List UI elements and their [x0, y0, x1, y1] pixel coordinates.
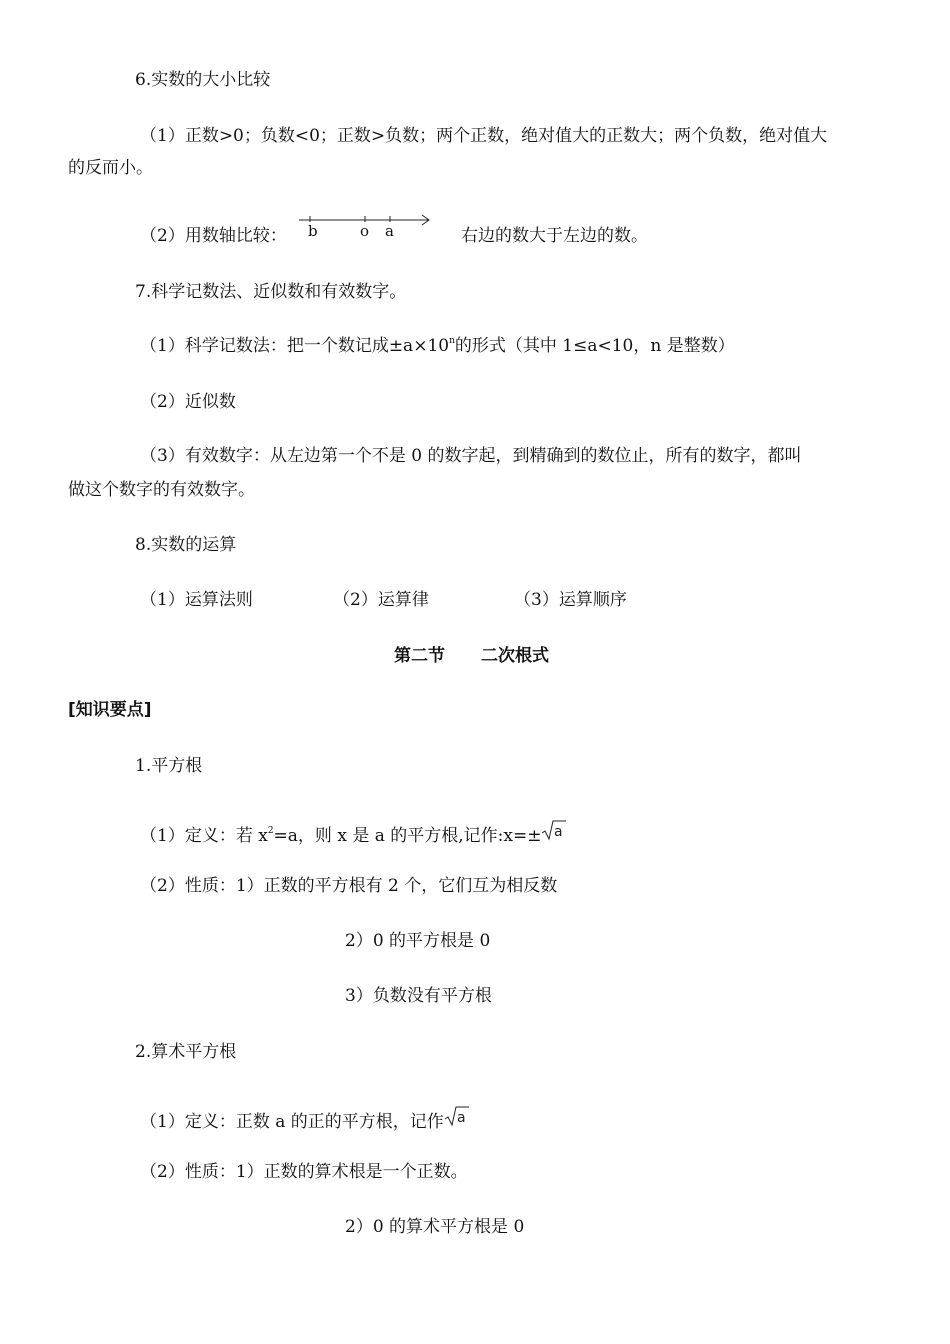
list-item-8-3: （3）运算顺序 — [514, 590, 627, 610]
paragraph-7-1 — [140, 334, 735, 358]
section-title-number: 第二节 — [394, 646, 445, 666]
paragraph-7-2: （2）近似数 — [140, 392, 236, 412]
arithmetic-root-definition-text: （1）定义：正数 a 的正的平方根，记作 — [140, 1112, 444, 1132]
square-root-property-2: 2）0 的平方根是 0 — [345, 931, 491, 951]
square-root-property-1: （2）性质：1）正数的平方根有 2 个，它们互为相反数 — [140, 876, 558, 896]
paragraph-6-2-tail: 右边的数大于左边的数。 — [461, 226, 648, 246]
axis-label-b: b — [308, 222, 318, 240]
paragraph-7-1-before: （1）科学记数法：把一个数记成±a×10 — [140, 336, 450, 356]
radical-sign-icon — [541, 818, 567, 845]
square-root-definition-a: （1）定义：若 x — [140, 826, 268, 846]
arithmetic-root-property-1: （2）性质：1）正数的算术根是一个正数。 — [140, 1162, 468, 1182]
paragraph-7-3-line1: （3）有效数字：从左边第一个不是 0 的数字起，到精确到的数位止，所有的数字，都叫 — [140, 446, 802, 466]
paragraph-6-2-label: （2）用数轴比较： — [140, 226, 287, 246]
list-item-8-2: （2）运算律 — [333, 590, 429, 610]
arithmetic-root-property-2: 2）0 的算术平方根是 0 — [345, 1217, 525, 1237]
paragraph-7-1-after: 的形式（其中 1≤a<10，n 是整数） — [454, 336, 735, 356]
knowledge-points-heading: [知识要点] — [68, 700, 152, 720]
heading-square-root: 1.平方根 — [135, 756, 203, 776]
list-item-8-1: （1）运算法则 — [140, 590, 253, 610]
section-title-name: 二次根式 — [481, 646, 549, 666]
square-root-definition-superscript: 2 — [267, 826, 274, 836]
heading-arithmetic-square-root: 2.算术平方根 — [135, 1042, 237, 1062]
heading-6: 6.实数的大小比较 — [135, 70, 271, 90]
radicand-a: a — [554, 824, 564, 840]
paragraph-6-1-line2: 的反而小。 — [68, 158, 153, 178]
number-line-figure — [298, 208, 438, 242]
heading-7: 7.科学记数法、近似数和有效数字。 — [135, 282, 407, 302]
paragraph-7-1-superscript: n — [449, 336, 455, 346]
axis-label-a: a — [385, 222, 394, 240]
paragraph-7-3-line2: 做这个数字的有效数字。 — [68, 480, 255, 500]
paragraph-6-1-line1: （1）正数>0；负数<0；正数>负数；两个正数，绝对值大的正数大；两个负数，绝对值大 — [140, 126, 828, 146]
radical-sign-icon — [444, 1104, 470, 1131]
square-root-property-3: 3）负数没有平方根 — [345, 986, 492, 1006]
square-root-definition-b: =a，则 x 是 a 的平方根,记作:x=± — [273, 826, 542, 846]
radicand-a: a — [456, 1110, 466, 1126]
arithmetic-root-definition — [140, 1104, 470, 1134]
heading-8: 8.实数的运算 — [135, 535, 237, 555]
square-root-definition — [140, 818, 567, 848]
axis-label-o: o — [360, 222, 370, 240]
